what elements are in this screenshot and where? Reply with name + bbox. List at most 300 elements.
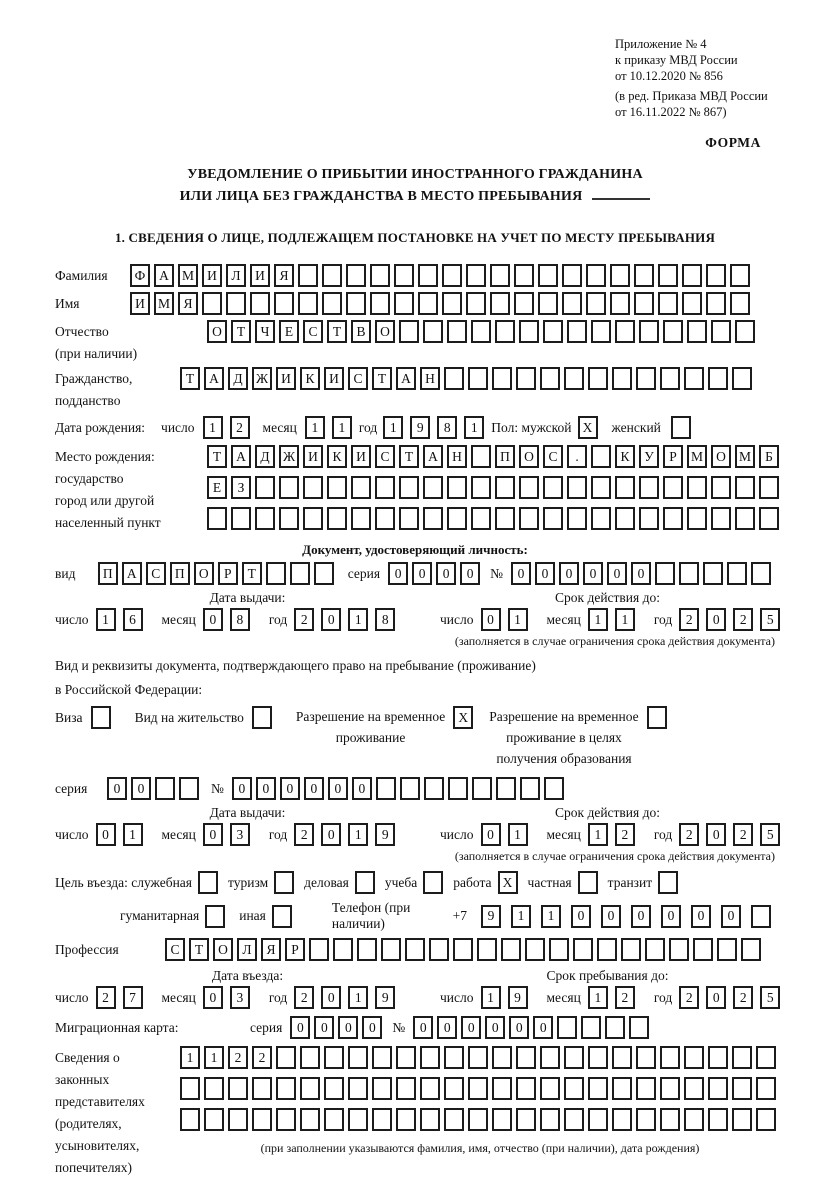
char-cell[interactable] [252,1077,272,1100]
char-cell[interactable]: 1 [541,905,561,928]
char-cell[interactable]: Е [279,320,299,343]
char-cell[interactable] [562,292,582,315]
char-cell[interactable] [492,1077,512,1100]
char-cell[interactable]: 2 [252,1046,272,1069]
char-cell[interactable] [540,1077,560,1100]
checkbox-residence-permit[interactable] [252,706,272,729]
char-cell[interactable] [279,476,299,499]
char-cell[interactable]: Я [274,264,294,287]
char-cell[interactable]: 0 [706,986,726,1009]
char-cell[interactable] [612,1046,632,1069]
char-cell[interactable] [276,1108,296,1131]
char-cell[interactable] [468,1108,488,1131]
char-cell[interactable]: 0 [721,905,741,928]
char-cell[interactable] [730,264,750,287]
char-cell[interactable] [591,507,611,530]
char-cell[interactable]: 1 [96,608,116,631]
char-cell[interactable]: А [154,264,174,287]
char-cell[interactable] [588,1077,608,1100]
char-cell[interactable] [756,1077,776,1100]
char-cell[interactable] [645,938,665,961]
char-cell[interactable] [372,1046,392,1069]
char-cell[interactable] [540,1108,560,1131]
char-cell[interactable]: М [687,445,707,468]
char-cell[interactable]: 2 [733,823,753,846]
char-cell[interactable] [351,507,371,530]
char-cell[interactable] [684,367,704,390]
char-cell[interactable]: 1 [348,986,368,1009]
char-cell[interactable]: 8 [230,608,250,631]
char-cell[interactable] [759,507,779,530]
char-cell[interactable] [564,1108,584,1131]
char-cell[interactable] [420,1046,440,1069]
char-cell[interactable] [207,507,227,530]
char-cell[interactable] [447,320,467,343]
char-cell[interactable]: 0 [535,562,555,585]
char-cell[interactable] [687,476,707,499]
char-cell[interactable] [612,1077,632,1100]
char-cell[interactable] [468,1046,488,1069]
char-cell[interactable] [684,1077,704,1100]
char-cell[interactable] [557,1016,577,1039]
char-cell[interactable] [520,777,540,800]
char-cell[interactable] [615,476,635,499]
char-cell[interactable]: 6 [123,608,143,631]
char-cell[interactable]: 8 [375,608,395,631]
char-cell[interactable] [634,292,654,315]
char-cell[interactable] [687,320,707,343]
char-cell[interactable] [639,320,659,343]
char-cell[interactable] [708,1077,728,1100]
char-cell[interactable] [228,1108,248,1131]
char-cell[interactable] [540,1046,560,1069]
char-cell[interactable] [538,264,558,287]
char-cell[interactable] [290,562,310,585]
char-cell[interactable] [394,292,414,315]
char-cell[interactable] [717,938,737,961]
char-cell[interactable] [381,938,401,961]
char-cell[interactable] [372,1108,392,1131]
char-cell[interactable]: 0 [631,905,651,928]
char-cell[interactable] [276,1077,296,1100]
char-cell[interactable] [711,476,731,499]
char-cell[interactable] [490,292,510,315]
char-cell[interactable]: 1 [348,823,368,846]
char-cell[interactable] [418,292,438,315]
char-cell[interactable] [348,1108,368,1131]
char-cell[interactable]: 0 [338,1016,358,1039]
char-cell[interactable] [549,938,569,961]
char-cell[interactable]: 9 [508,986,528,1009]
char-cell[interactable]: Н [447,445,467,468]
checkbox-purpose-work[interactable]: X [498,871,518,894]
char-cell[interactable] [399,476,419,499]
char-cell[interactable]: Ч [255,320,275,343]
char-cell[interactable] [448,777,468,800]
char-cell[interactable] [250,292,270,315]
char-cell[interactable] [496,777,516,800]
char-cell[interactable] [732,367,752,390]
char-cell[interactable] [309,938,329,961]
char-cell[interactable] [636,367,656,390]
char-cell[interactable]: Д [228,367,248,390]
char-cell[interactable]: О [207,320,227,343]
char-cell[interactable] [468,367,488,390]
char-cell[interactable] [711,320,731,343]
char-cell[interactable] [588,1108,608,1131]
char-cell[interactable]: 0 [290,1016,310,1039]
char-cell[interactable] [610,264,630,287]
checkbox-purpose-study[interactable] [423,871,443,894]
char-cell[interactable]: Т [189,938,209,961]
char-cell[interactable]: 0 [706,608,726,631]
char-cell[interactable] [204,1108,224,1131]
char-cell[interactable] [708,1046,728,1069]
char-cell[interactable] [424,777,444,800]
char-cell[interactable] [519,507,539,530]
char-cell[interactable]: Т [180,367,200,390]
char-cell[interactable]: 0 [631,562,651,585]
char-cell[interactable] [300,1046,320,1069]
checkbox-purpose-transit[interactable] [658,871,678,894]
char-cell[interactable] [394,264,414,287]
char-cell[interactable]: 9 [410,416,430,439]
char-cell[interactable]: 0 [607,562,627,585]
char-cell[interactable] [591,320,611,343]
char-cell[interactable] [155,777,175,800]
char-cell[interactable]: . [567,445,587,468]
char-cell[interactable]: 0 [436,562,456,585]
char-cell[interactable] [732,1046,752,1069]
char-cell[interactable] [333,938,353,961]
char-cell[interactable] [588,367,608,390]
char-cell[interactable] [567,320,587,343]
char-cell[interactable]: 0 [571,905,591,928]
char-cell[interactable]: 0 [461,1016,481,1039]
char-cell[interactable]: И [130,292,150,315]
char-cell[interactable] [639,476,659,499]
char-cell[interactable]: 0 [533,1016,553,1039]
char-cell[interactable]: М [735,445,755,468]
char-cell[interactable]: И [250,264,270,287]
char-cell[interactable] [727,562,747,585]
char-cell[interactable] [471,507,491,530]
char-cell[interactable] [324,1077,344,1100]
char-cell[interactable] [252,1108,272,1131]
char-cell[interactable]: 0 [460,562,480,585]
char-cell[interactable]: 0 [559,562,579,585]
char-cell[interactable] [346,292,366,315]
char-cell[interactable]: К [615,445,635,468]
char-cell[interactable]: 0 [509,1016,529,1039]
char-cell[interactable] [591,476,611,499]
char-cell[interactable]: 5 [760,823,780,846]
char-cell[interactable]: 0 [388,562,408,585]
char-cell[interactable]: 2 [228,1046,248,1069]
char-cell[interactable]: И [202,264,222,287]
char-cell[interactable] [376,777,396,800]
char-cell[interactable]: 5 [760,608,780,631]
checkbox-purpose-official[interactable] [198,871,218,894]
char-cell[interactable]: О [213,938,233,961]
char-cell[interactable] [610,292,630,315]
char-cell[interactable]: Я [261,938,281,961]
char-cell[interactable]: 0 [314,1016,334,1039]
char-cell[interactable]: 2 [679,986,699,1009]
char-cell[interactable]: Е [207,476,227,499]
char-cell[interactable] [564,367,584,390]
char-cell[interactable] [372,1077,392,1100]
char-cell[interactable]: А [396,367,416,390]
char-cell[interactable] [581,1016,601,1039]
char-cell[interactable] [420,1077,440,1100]
char-cell[interactable]: 5 [760,986,780,1009]
char-cell[interactable]: С [375,445,395,468]
char-cell[interactable] [444,367,464,390]
char-cell[interactable]: А [423,445,443,468]
char-cell[interactable] [612,1108,632,1131]
char-cell[interactable] [375,507,395,530]
char-cell[interactable] [703,562,723,585]
char-cell[interactable]: 0 [511,562,531,585]
char-cell[interactable] [276,1046,296,1069]
char-cell[interactable] [655,562,675,585]
char-cell[interactable]: 0 [691,905,711,928]
char-cell[interactable] [396,1108,416,1131]
char-cell[interactable]: 2 [294,986,314,1009]
char-cell[interactable] [429,938,449,961]
char-cell[interactable] [706,292,726,315]
char-cell[interactable]: 0 [437,1016,457,1039]
char-cell[interactable] [660,1046,680,1069]
char-cell[interactable] [751,562,771,585]
char-cell[interactable]: 1 [383,416,403,439]
char-cell[interactable] [732,1077,752,1100]
char-cell[interactable]: 1 [348,608,368,631]
char-cell[interactable]: 0 [706,823,726,846]
char-cell[interactable]: О [194,562,214,585]
char-cell[interactable] [586,292,606,315]
char-cell[interactable]: З [231,476,251,499]
char-cell[interactable] [516,1046,536,1069]
char-cell[interactable] [444,1077,464,1100]
char-cell[interactable] [423,507,443,530]
char-cell[interactable]: 0 [203,986,223,1009]
char-cell[interactable] [351,476,371,499]
char-cell[interactable] [756,1046,776,1069]
char-cell[interactable] [322,292,342,315]
char-cell[interactable] [423,476,443,499]
char-cell[interactable] [730,292,750,315]
char-cell[interactable] [735,320,755,343]
char-cell[interactable] [492,1046,512,1069]
char-cell[interactable]: 0 [280,777,300,800]
char-cell[interactable]: 0 [131,777,151,800]
char-cell[interactable] [300,1108,320,1131]
char-cell[interactable] [348,1046,368,1069]
char-cell[interactable]: 0 [232,777,252,800]
char-cell[interactable] [639,507,659,530]
char-cell[interactable]: П [170,562,190,585]
char-cell[interactable] [525,938,545,961]
char-cell[interactable] [636,1046,656,1069]
char-cell[interactable]: Р [218,562,238,585]
char-cell[interactable]: 0 [321,823,341,846]
char-cell[interactable]: 1 [332,416,352,439]
char-cell[interactable]: 1 [481,986,501,1009]
char-cell[interactable] [418,264,438,287]
char-cell[interactable]: Я [178,292,198,315]
char-cell[interactable] [634,264,654,287]
char-cell[interactable]: О [519,445,539,468]
char-cell[interactable] [202,292,222,315]
char-cell[interactable] [477,938,497,961]
char-cell[interactable] [495,476,515,499]
char-cell[interactable]: 7 [123,986,143,1009]
char-cell[interactable] [543,320,563,343]
char-cell[interactable]: У [639,445,659,468]
char-cell[interactable]: 8 [437,416,457,439]
char-cell[interactable] [490,264,510,287]
char-cell[interactable] [396,1046,416,1069]
char-cell[interactable]: 2 [615,986,635,1009]
char-cell[interactable]: 0 [362,1016,382,1039]
checkbox-purpose-business[interactable] [355,871,375,894]
char-cell[interactable]: 0 [481,823,501,846]
char-cell[interactable] [658,264,678,287]
char-cell[interactable]: 2 [679,608,699,631]
checkbox-purpose-other[interactable] [272,905,292,928]
char-cell[interactable]: 0 [661,905,681,928]
char-cell[interactable]: 2 [294,823,314,846]
char-cell[interactable] [660,367,680,390]
char-cell[interactable] [660,1108,680,1131]
char-cell[interactable] [453,938,473,961]
char-cell[interactable] [266,562,286,585]
char-cell[interactable] [573,938,593,961]
char-cell[interactable] [711,507,731,530]
char-cell[interactable] [516,367,536,390]
char-cell[interactable] [444,1046,464,1069]
char-cell[interactable] [231,507,251,530]
char-cell[interactable] [597,938,617,961]
char-cell[interactable]: 1 [588,608,608,631]
char-cell[interactable] [179,777,199,800]
char-cell[interactable]: 0 [203,823,223,846]
char-cell[interactable] [228,1077,248,1100]
char-cell[interactable] [327,476,347,499]
char-cell[interactable] [396,1077,416,1100]
char-cell[interactable]: 0 [107,777,127,800]
char-cell[interactable] [564,1077,584,1100]
char-cell[interactable] [324,1046,344,1069]
char-cell[interactable]: Т [207,445,227,468]
char-cell[interactable]: 9 [375,823,395,846]
char-cell[interactable]: 0 [96,823,116,846]
char-cell[interactable] [375,476,395,499]
char-cell[interactable] [732,1108,752,1131]
char-cell[interactable] [442,264,462,287]
char-cell[interactable] [708,1108,728,1131]
char-cell[interactable]: 3 [230,986,250,1009]
char-cell[interactable] [226,292,246,315]
char-cell[interactable]: П [495,445,515,468]
char-cell[interactable]: С [543,445,563,468]
char-cell[interactable] [759,476,779,499]
char-cell[interactable] [492,367,512,390]
char-cell[interactable] [687,507,707,530]
char-cell[interactable] [751,905,771,928]
char-cell[interactable]: К [300,367,320,390]
char-cell[interactable]: Л [237,938,257,961]
char-cell[interactable]: 1 [508,608,528,631]
char-cell[interactable]: А [204,367,224,390]
char-cell[interactable]: Л [226,264,246,287]
char-cell[interactable] [255,507,275,530]
char-cell[interactable]: И [276,367,296,390]
char-cell[interactable]: Т [242,562,262,585]
char-cell[interactable] [495,320,515,343]
char-cell[interactable] [370,292,390,315]
checkbox-sex-female[interactable] [671,416,691,439]
char-cell[interactable] [543,476,563,499]
checkbox-purpose-humanitarian[interactable] [205,905,225,928]
char-cell[interactable]: Д [255,445,275,468]
char-cell[interactable] [663,320,683,343]
char-cell[interactable]: 0 [304,777,324,800]
checkbox-visa[interactable] [91,706,111,729]
char-cell[interactable] [471,476,491,499]
char-cell[interactable]: О [711,445,731,468]
char-cell[interactable]: 2 [615,823,635,846]
char-cell[interactable] [567,507,587,530]
char-cell[interactable] [442,292,462,315]
char-cell[interactable] [756,1108,776,1131]
char-cell[interactable]: Ф [130,264,150,287]
char-cell[interactable] [399,320,419,343]
char-cell[interactable] [669,938,689,961]
char-cell[interactable] [314,562,334,585]
char-cell[interactable] [741,938,761,961]
char-cell[interactable]: 0 [328,777,348,800]
char-cell[interactable] [370,264,390,287]
char-cell[interactable]: Т [372,367,392,390]
checkbox-purpose-tourism[interactable] [274,871,294,894]
char-cell[interactable] [324,1108,344,1131]
char-cell[interactable] [658,292,678,315]
char-cell[interactable]: 2 [96,986,116,1009]
char-cell[interactable]: М [178,264,198,287]
char-cell[interactable] [204,1077,224,1100]
char-cell[interactable] [298,292,318,315]
char-cell[interactable]: 1 [305,416,325,439]
char-cell[interactable]: Т [327,320,347,343]
char-cell[interactable] [660,1077,680,1100]
char-cell[interactable]: 1 [508,823,528,846]
char-cell[interactable]: 0 [256,777,276,800]
char-cell[interactable] [540,367,560,390]
checkbox-purpose-private[interactable] [578,871,598,894]
char-cell[interactable]: 9 [375,986,395,1009]
char-cell[interactable]: Н [420,367,440,390]
char-cell[interactable] [492,1108,512,1131]
char-cell[interactable] [693,938,713,961]
char-cell[interactable]: 1 [615,608,635,631]
char-cell[interactable]: 2 [230,416,250,439]
char-cell[interactable] [180,1108,200,1131]
char-cell[interactable] [180,1077,200,1100]
char-cell[interactable]: Т [231,320,251,343]
